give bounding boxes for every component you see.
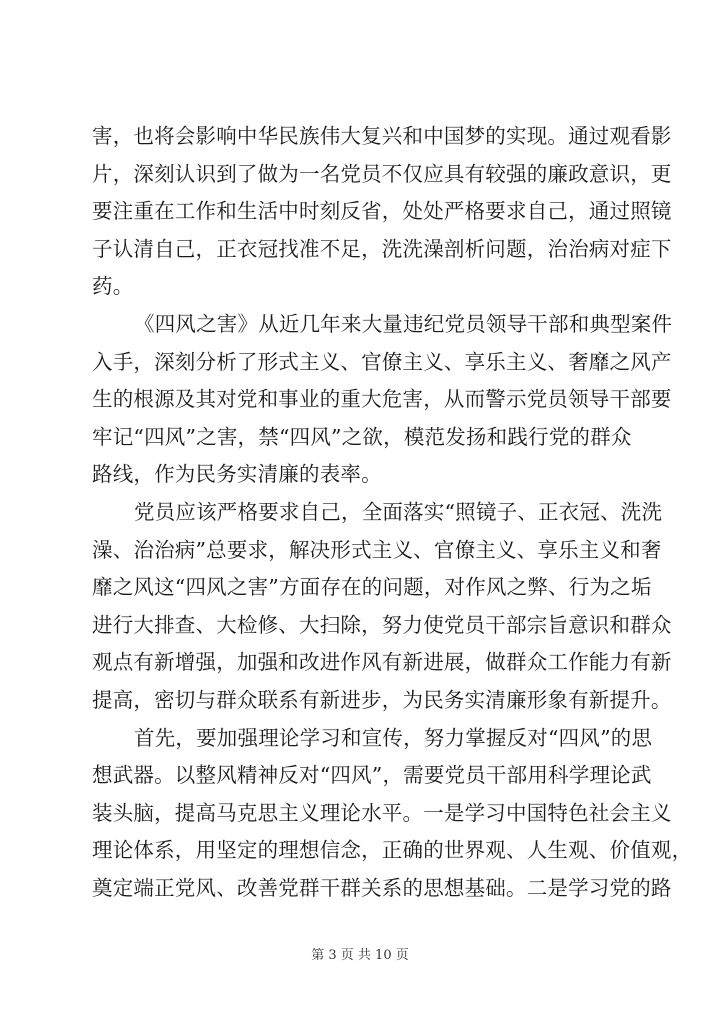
text-line: 理论体系，用坚定的理想信念，正确的世界观、人生观、价值观， — [92, 838, 693, 863]
text-line: 要注重在工作和生活中时刻反省，处处严格要求自己，通过照镜 — [92, 199, 672, 224]
paragraph-first-line: 首先，要加强理论学习和宣传，努力掌握反对“四风”的思 — [134, 725, 653, 750]
paragraph-first-line: 《四风之害》从近几年来大量违纪党员领导干部和典型案件 — [134, 311, 673, 336]
text-line: 牢记“四风”之害，禁“四风”之欲，模范发扬和践行党的群众 — [92, 424, 632, 449]
text-line: 子认清自己，正衣冠找准不足，洗洗澡剖析问题，治治病对症下 — [92, 236, 672, 261]
text-line: 想武器。以整风精神反对“四风”，需要党员干部用科学理论武 — [92, 763, 652, 788]
text-line: 提高，密切与群众联系有新进步，为民务实清廉形象有新提升。 — [92, 687, 672, 712]
text-line: 澡、治治病”总要求，解决形式主义、官僚主义、享乐主义和奢 — [92, 537, 662, 562]
text-line: 生的根源及其对党和事业的重大危害，从而警示党员领导干部要 — [92, 387, 672, 412]
text-line: 进行大排查、大检修、大扫除，努力使党员干部宗旨意识和群众 — [92, 612, 672, 637]
text-line: 害，也将会影响中华民族伟大复兴和中国梦的实现。通过观看影 — [92, 124, 672, 148]
text-line: 药。 — [92, 274, 134, 299]
body-text — [92, 118, 693, 907]
paragraph-first-line: 党员应该严格要求自己，全面落实“照镜子、正衣冠、洗洗 — [134, 499, 663, 524]
text-line: 奠定端正党风、改善党群干群关系的思想基础。二是学习党的路 — [92, 875, 672, 900]
text-line: 路线，作为民务实清廉的表率。 — [92, 462, 382, 487]
text-line: 装头脑，提高马克思主义理论水平。一是学习中国特色社会主义 — [92, 800, 672, 825]
text-line: 观点有新增强，加强和改进作风有新进展，做群众工作能力有新 — [92, 650, 672, 675]
text-line: 靡之风这“四风之害”方面存在的问题，对作风之弊、行为之垢 — [92, 575, 652, 600]
text-line: 片，深刻认识到了做为一名党员不仅应具有较强的廉政意识，更 — [92, 161, 672, 186]
text-line: 入手，深刻分析了形式主义、官僚主义、享乐主义、奢靡之风产 — [92, 349, 672, 374]
page-number-footer: 第 3 页 共 10 页 — [311, 948, 409, 963]
